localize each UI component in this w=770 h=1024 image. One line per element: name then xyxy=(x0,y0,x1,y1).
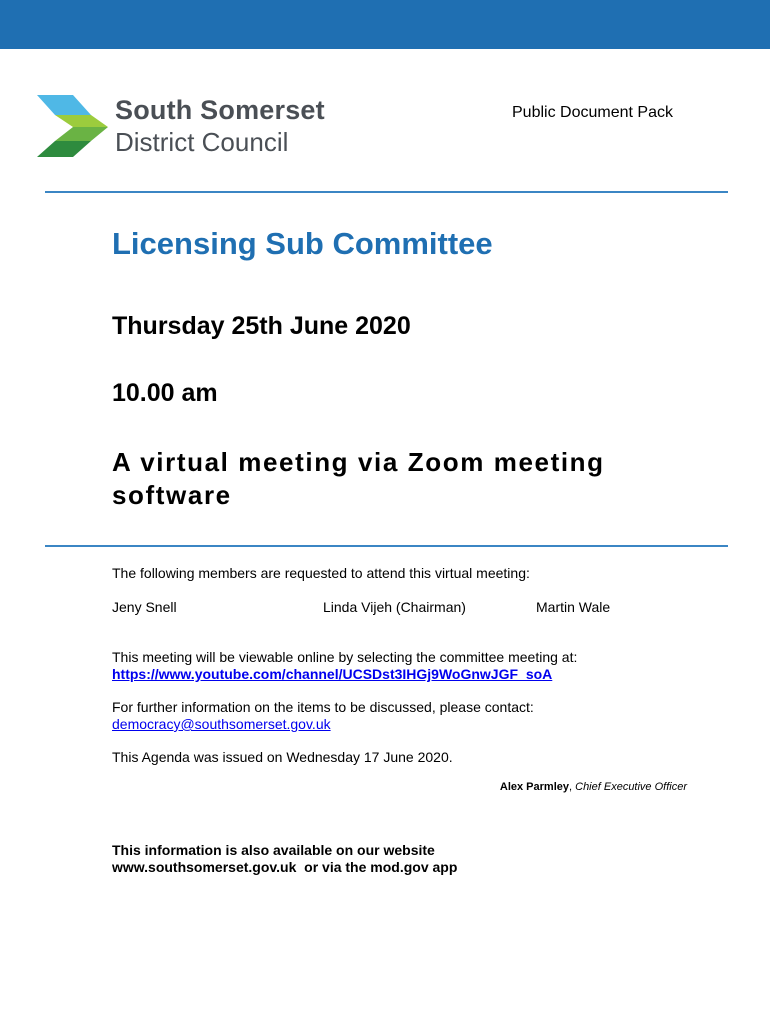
header-bar xyxy=(0,0,770,49)
council-chevron-icon xyxy=(37,95,109,159)
contact-text: For further information on the items to be discussed, please contact: xyxy=(112,699,534,715)
divider xyxy=(45,191,728,193)
signoff-role: Chief Executive Officer xyxy=(575,781,687,793)
contact-email-link[interactable]: democracy@southsomerset.gov.uk xyxy=(112,716,331,732)
meeting-venue: A virtual meeting via Zoom meeting software xyxy=(112,447,605,510)
document-pack-label: Public Document Pack xyxy=(512,104,673,121)
youtube-channel-link[interactable]: https://www.youtube.com/channel/UCSDst3IHGj9WoGnwJGF_soA xyxy=(112,666,553,682)
meeting-date: Thursday 25th June 2020 xyxy=(112,312,411,340)
member-name: Linda Vijeh (Chairman) xyxy=(323,599,466,615)
logo-text-line1: South Somerset xyxy=(115,95,325,125)
council-logo xyxy=(37,95,367,160)
logo-text-line2: District Council xyxy=(115,127,289,157)
online-viewing-text: This meeting will be viewable online by selecting the committee meeting at: xyxy=(112,649,578,665)
footer-line: www.southsomerset.gov.uk or via the mod.gov app xyxy=(112,859,458,875)
meeting-title: Licensing Sub Committee xyxy=(112,226,493,261)
divider xyxy=(45,545,728,547)
signoff-name: Alex Parmley xyxy=(499,781,569,793)
member-name: Jeny Snell xyxy=(112,599,177,615)
issued-date-text: This Agenda was issued on Wednesday 17 June 2020. xyxy=(112,749,453,765)
signoff xyxy=(500,781,687,793)
attendance-intro: The following members are requested to attend this virtual meeting: xyxy=(112,565,530,581)
footer-info xyxy=(112,842,457,876)
signoff-separator: , xyxy=(569,781,576,793)
footer-line: This information is also available on our website xyxy=(112,842,435,858)
member-name: Martin Wale xyxy=(536,599,611,615)
meeting-time: 10.00 am xyxy=(112,379,218,407)
